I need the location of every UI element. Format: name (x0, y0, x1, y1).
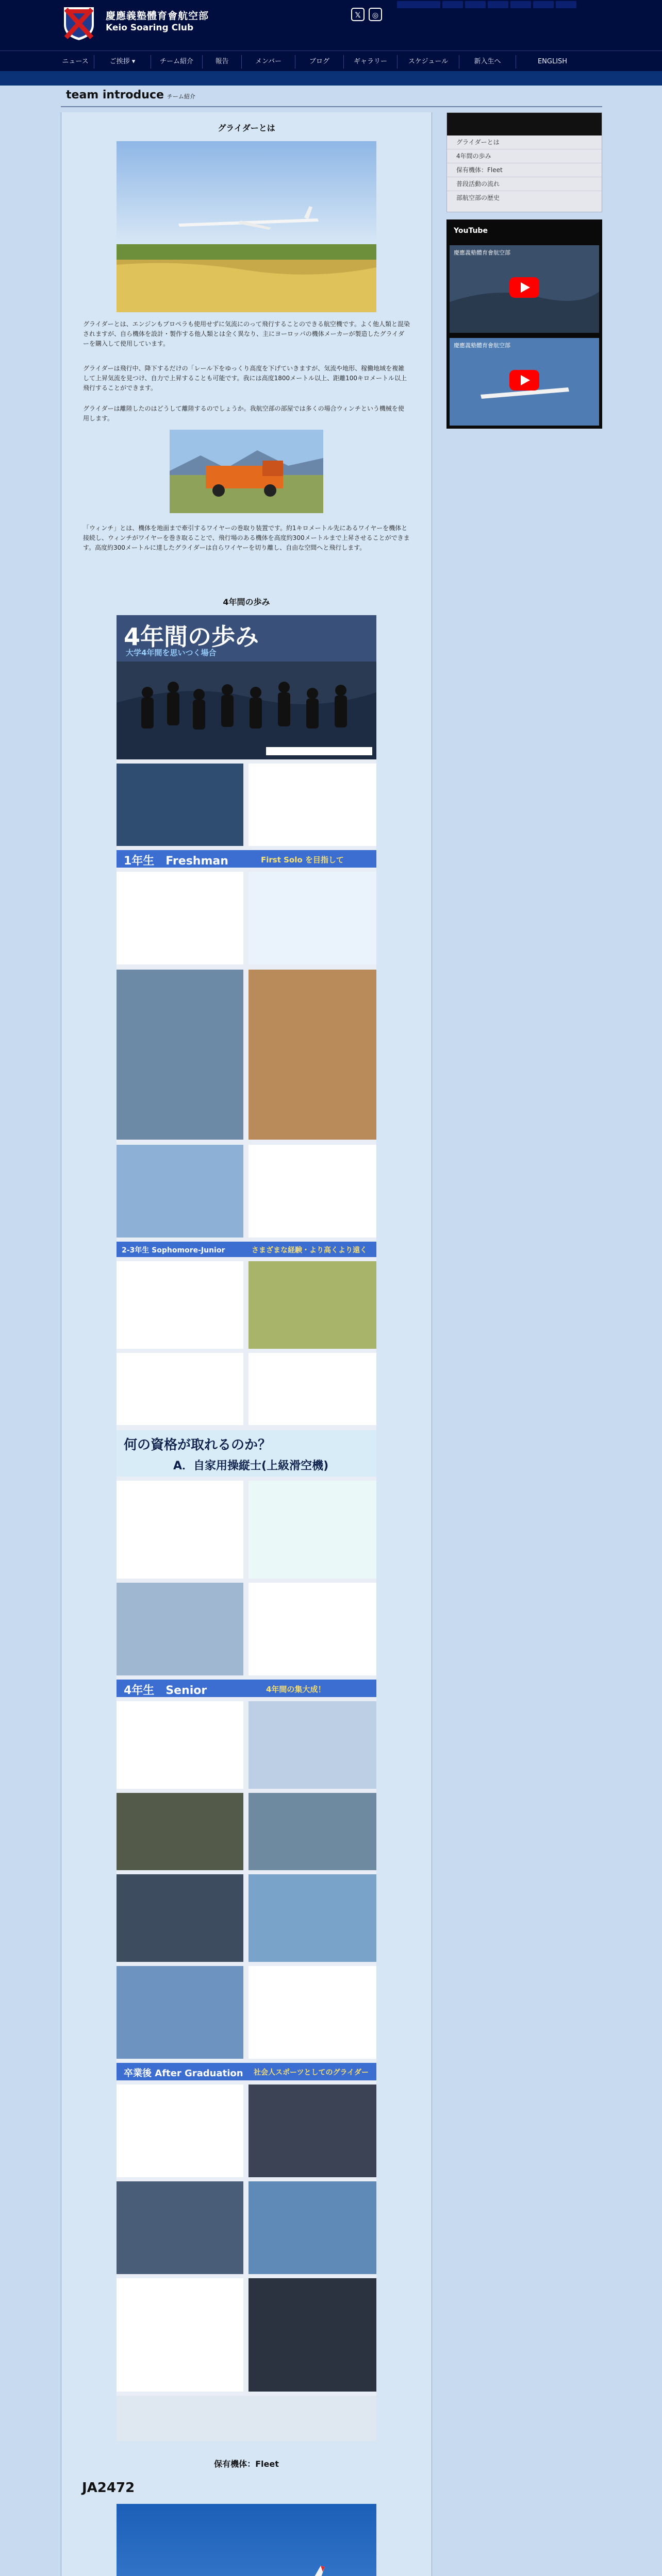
utility-link[interactable] (510, 1, 531, 8)
glider-paragraph-2: グライダーは飛行中、降下するだけの「レール下をゆっくり高度を下げていきますが、気流や地形、稼働地域を複雑して上昇気流を見つけ、自力で上昇することも可能です。我には高度1800メートル以上、距離100キロメートル以上飛行することができます。 (83, 365, 407, 392)
soph-tag: さまざまな経験・より高くより遠く (252, 1246, 367, 1255)
utility-link[interactable] (397, 1, 440, 8)
after-label: 卒業後 After Graduation (124, 2068, 243, 2079)
poster-title: 4年間の歩み (124, 623, 259, 651)
sidebar-item-four-years[interactable]: 4年間の歩み (447, 149, 602, 163)
sidebar-item-glider[interactable]: グライダーとは (447, 135, 602, 149)
youtube-title: YouTube (454, 227, 488, 235)
license-answer: A．自家用操縦士(上級滑空機) (173, 1460, 329, 1472)
video-title: 慶應義塾體育會航空部 (454, 249, 510, 256)
glider-photo (117, 141, 376, 312)
after-tag: 社会人スポーツとしてのグライダー (254, 2069, 369, 2077)
page-title-sub: チーム紹介 (167, 93, 195, 100)
video-embed[interactable] (450, 245, 599, 333)
nav-team[interactable]: チーム紹介 (151, 55, 202, 69)
soph-label: 2-3年生 Sophomore-Junior (122, 1246, 225, 1255)
winch-photo (170, 430, 323, 513)
poster-subtitle: 大学4年間を思いつく場合 (126, 648, 217, 657)
section-title-fleet: 保有機体：Fleet (214, 2459, 279, 2469)
x-icon[interactable]: 𝕏 (351, 8, 365, 21)
license-question: 何の資格が取れるのか？ (124, 1437, 272, 1453)
nav-schedule[interactable]: スケジュール (397, 55, 459, 69)
freshman-label: 1年生 Freshman (124, 855, 228, 868)
senior-label: 4年生 Senior (124, 1684, 207, 1697)
sidebar-item-fleet[interactable]: 保有機体：Fleet (447, 163, 602, 177)
instagram-icon[interactable]: ◎ (369, 8, 382, 21)
top-header (0, 0, 662, 50)
video-embed[interactable] (450, 338, 599, 426)
nav-news[interactable]: ニュース (62, 58, 89, 65)
nav-freshmen[interactable]: 新入生へ (459, 55, 516, 69)
page-title-text: team introduce (66, 89, 164, 101)
section-title-four-years: 4年間の歩み (223, 597, 270, 607)
nav-blog[interactable]: ブログ (295, 55, 343, 69)
club-logo[interactable] (63, 6, 95, 41)
main-content (61, 112, 432, 2576)
sidebar-menu-header (447, 113, 602, 135)
section-title-glider: グライダーとは (218, 123, 275, 133)
glider-paragraph-4: 「ウィンチ」とは、機体を地面まで牽引するワイヤーの巻取り装置です。約1キロメートル先にあるワイヤーを機体と接続し、ウィンチがワイヤーを巻き取ることで、飛行場のある機体を高度約300メートルまで上昇させることができます。高度約300メートルに達したグライダーは自らワイヤーを切り離し、自由な空間へと飛行します。 (83, 524, 410, 551)
site-title[interactable]: 慶應義塾體育會航空部 (106, 10, 209, 22)
glider-paragraph-1: グライダーとは、エンジンもプロペラも使用せずに気流にのって飛行することのできる航空機です。よく他人類と混染されますが、自ら機体を設計・製作する他人類とは全く異なり、主にヨーロッパの機体メーカーが製造したグライダーを購入して使用しています。 (83, 320, 410, 347)
sub-nav-bar (0, 71, 662, 86)
sidebar-item-history[interactable]: 部航空部の歴史 (456, 194, 500, 201)
utility-link[interactable] (488, 1, 508, 8)
utility-link[interactable] (556, 1, 576, 8)
ja2472-photo (117, 2504, 376, 2576)
nav-greeting[interactable]: ご挨拶 ▾ (94, 55, 151, 69)
utility-links (397, 1, 576, 8)
site-subtitle[interactable]: Keio Soaring Club (106, 23, 194, 33)
utility-link[interactable] (533, 1, 554, 8)
sidebar-menu (446, 112, 602, 212)
main-nav (0, 50, 662, 72)
heading-divider (61, 106, 602, 107)
utility-link[interactable] (465, 1, 486, 8)
freshman-tag: First Solo を目指して (261, 855, 344, 865)
aircraft-name-ja2472: JA2472 (82, 2480, 135, 2496)
glider-paragraph-3: グライダーは離陸したのはどうして離陸するのでしょうか。我航空部の部屋では多くの場合ウィンチという機械を使用します。 (83, 405, 404, 422)
nav-members[interactable]: メンバー (241, 55, 295, 69)
four-years-infographic (117, 615, 376, 2441)
nav-report[interactable]: 報告 (202, 55, 241, 69)
nav-english[interactable]: ENGLISH (516, 55, 589, 69)
utility-link[interactable] (442, 1, 463, 8)
video-title: 慶應義塾體育會航空部 (454, 342, 510, 349)
page-title (66, 89, 195, 101)
senior-tag: 4年間の集大成！ (266, 1685, 326, 1694)
nav-gallery[interactable]: ギャラリー (343, 55, 397, 69)
youtube-widget (446, 219, 602, 429)
sidebar-item-activities[interactable]: 普段活動の流れ (447, 177, 602, 191)
